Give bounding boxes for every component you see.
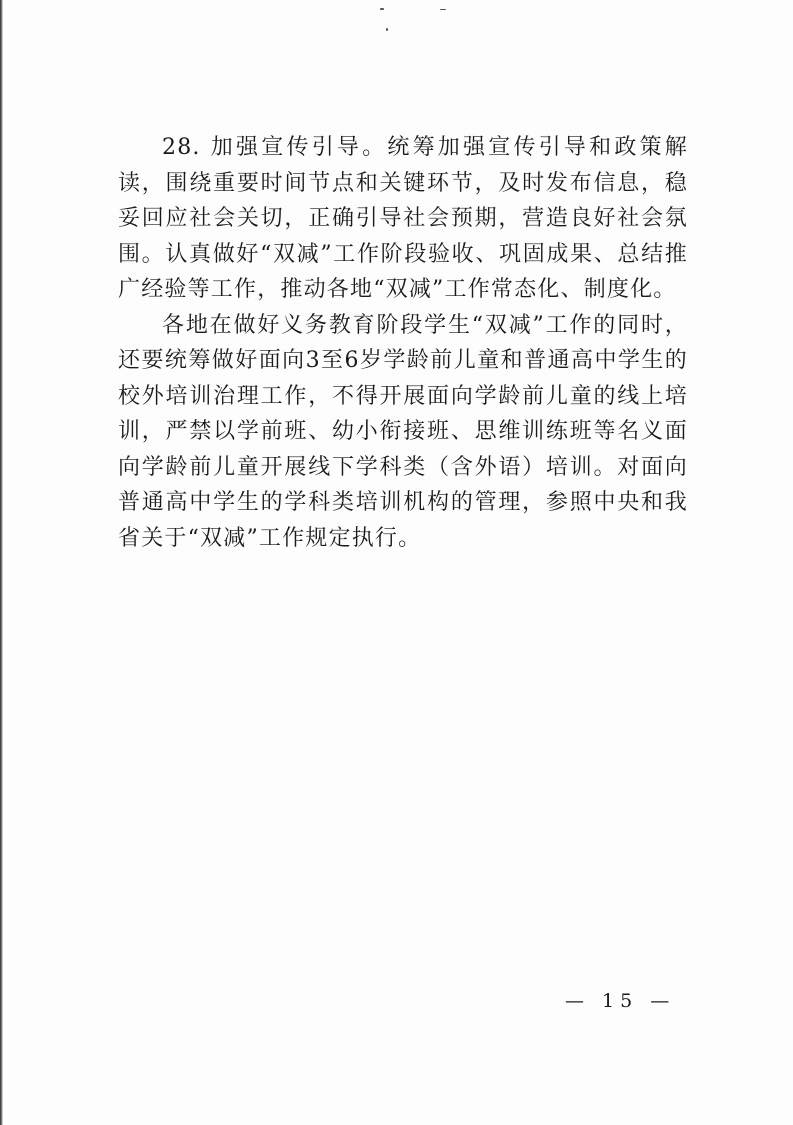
scan-speck — [380, 8, 384, 10]
paragraph-preschool-highschool: 各地在做好义务教育阶段学生“双减”工作的同时，还要统筹做好面向3至6岁学龄前儿童和普通高中学生的校外培训治理工作，不得开展面向学龄前儿童的线上培训，严禁以学前班、幼小衔接班、思维训练班等名义面向学龄前儿童开展线下学科类（含外语）培训。对面向普通高中学生的学科类培训机构的管理，参照中央和我省关于“双减”工作规定执行。 — [118, 312, 688, 551]
paragraph-promotion: 28. 加强宣传引导。统筹加强宣传引导和政策解读，围绕重要时间节点和关键环节，及时发布信息，稳妥回应社会关切，正确引导社会预期，营造良好社会氛围。认真做好“双减”工作阶段验收、巩固成果、总结推广经验等工作，推动各地“双减”工作常态化、制度化。 — [118, 135, 688, 302]
body-text — [118, 130, 688, 556]
scan-speck — [386, 28, 388, 31]
scan-speck — [440, 9, 446, 10]
scan-left-edge — [0, 0, 3, 1125]
page-number: — 15 — — [565, 990, 676, 1012]
